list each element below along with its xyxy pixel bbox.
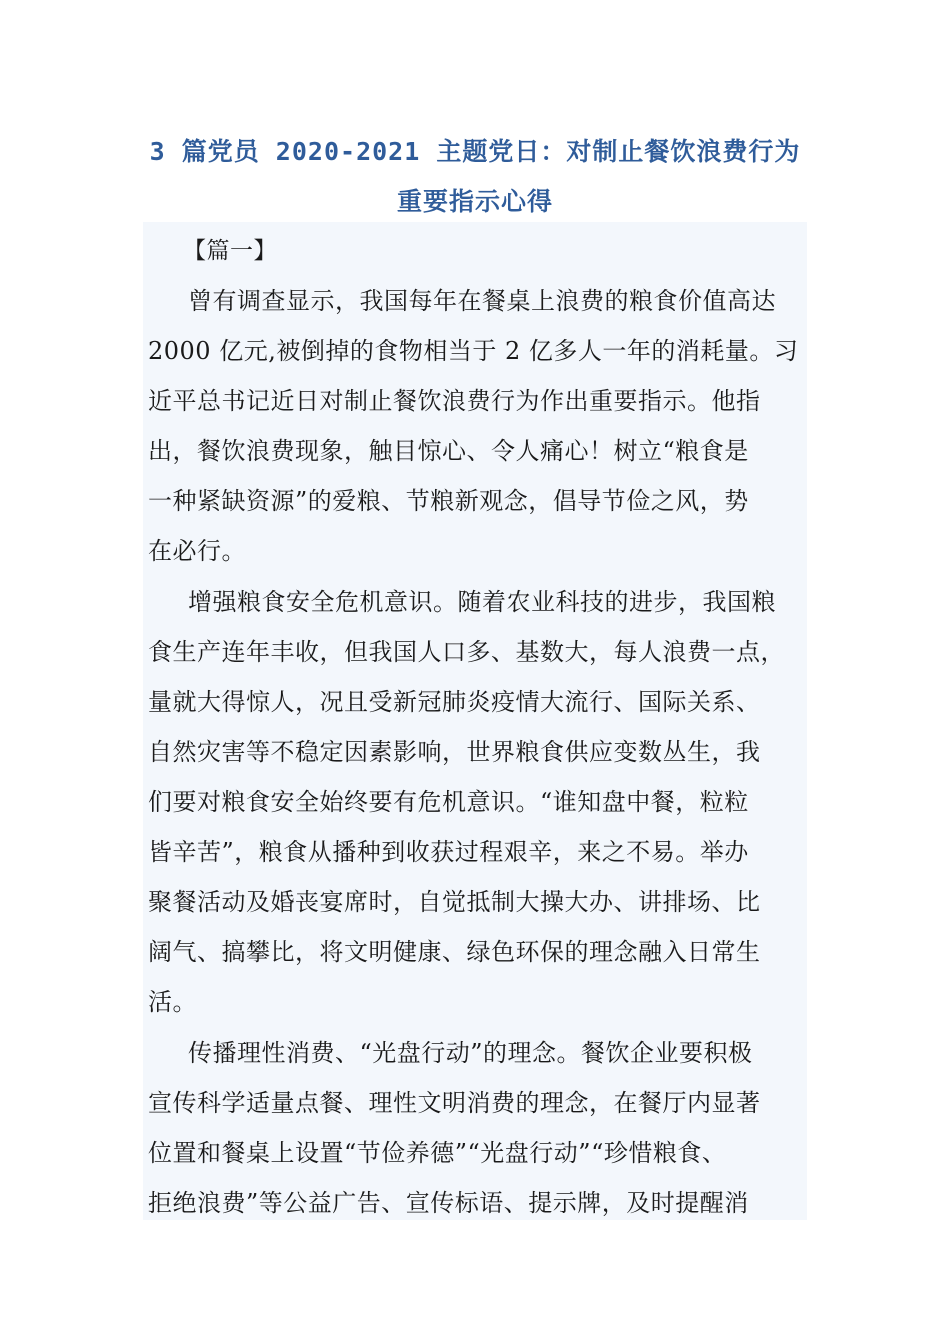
paragraph-2-line: 食生产连年丰收，但我国人口多、基数大，每人浪费一点， — [148, 638, 785, 666]
paragraph-1 — [148, 276, 798, 576]
paragraph-2-line: 阔气、搞攀比，将文明健康、绿色环保的理念融入日常生 — [148, 938, 761, 966]
paragraph-1-line: 近平总书记近日对制止餐饮浪费行为作出重要指示。他指 — [148, 387, 761, 415]
paragraph-2-line: 们要对粮食安全始终要有危机意识。“谁知盘中餐，粒粒 — [148, 788, 749, 816]
document-title-line-1: 3 篇党员 2020-2021 主题党日：对制止餐饮浪费行为 — [149, 137, 801, 166]
paragraph-1-line: 2000 亿元,被倒掉的食物相当于 2 亿多人一年的消耗量。习 — [148, 337, 799, 365]
paragraph-2-line: 增强粮食安全危机意识。随着农业科技的进步，我国粮 — [188, 588, 776, 616]
paragraph-3-line: 传播理性消费、“光盘行动”的理念。餐饮企业要积极 — [188, 1039, 753, 1067]
paragraph-3-line: 位置和餐桌上设置“节俭养德”“光盘行动”“珍惜粮食、 — [148, 1139, 727, 1167]
paragraph-2-line: 聚餐活动及婚丧宴席时，自觉抵制大操大办、讲排场、比 — [148, 888, 761, 916]
paragraph-2-line: 自然灾害等不稳定因素影响，世界粮食供应变数丛生，我 — [148, 738, 761, 766]
paragraph-2-line: 量就大得惊人，况且受新冠肺炎疫情大流行、国际关系、 — [148, 688, 761, 716]
document-body — [143, 222, 807, 1220]
paragraph-1-line: 在必行。 — [148, 537, 246, 565]
paragraph-3 — [148, 1028, 761, 1220]
paragraph-2 — [148, 577, 785, 1027]
section-heading: 【篇一】 — [183, 238, 277, 264]
paragraph-2-line: 活。 — [148, 988, 197, 1016]
paragraph-3-line: 拒绝浪费”等公益广告、宣传标语、提示牌，及时提醒消 — [148, 1189, 749, 1217]
paragraph-1-line: 曾有调查显示，我国每年在餐桌上浪费的粮食价值高达 — [188, 287, 776, 315]
document-title-line-2: 重要指示心得 — [396, 187, 553, 216]
paragraph-2-line: 皆辛苦”，粮食从播种到收获过程艰辛，来之不易。举办 — [148, 838, 749, 866]
paragraph-1-line: 出，餐饮浪费现象，触目惊心、令人痛心！树立“粮食是 — [148, 437, 749, 465]
paragraph-3-line: 宣传科学适量点餐、理性文明消费的理念，在餐厅内显著 — [148, 1089, 761, 1117]
paragraph-1-line: 一种紧缺资源”的爱粮、节粮新观念，倡导节俭之风，势 — [148, 487, 749, 515]
